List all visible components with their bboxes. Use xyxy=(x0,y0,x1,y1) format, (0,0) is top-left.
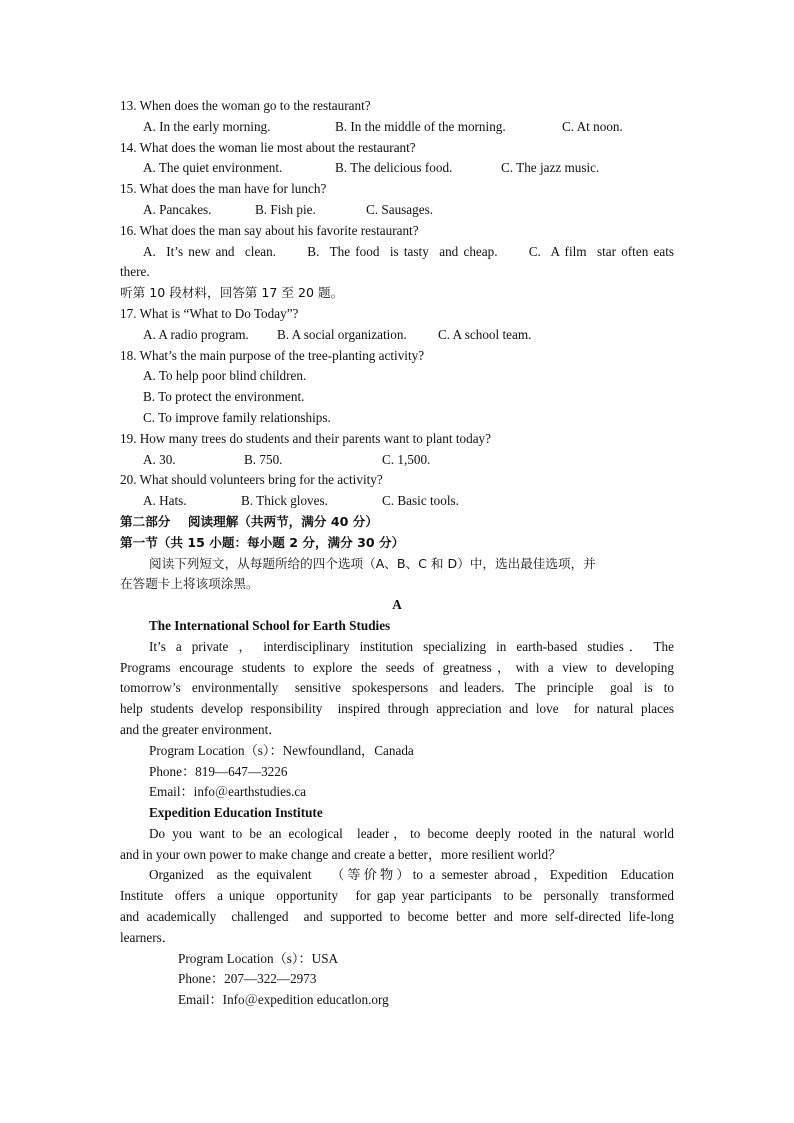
option-c: C. The jazz music. xyxy=(501,160,600,176)
question-16-options-cont: there. xyxy=(120,264,150,280)
question-15-options xyxy=(120,200,674,221)
option-a: A. To help poor blind children. xyxy=(143,368,307,384)
school2-para-line: learners． xyxy=(120,929,175,945)
school2-location: Program Location（s）：USA xyxy=(178,950,339,966)
school1-para-line: help students develop responsibility inspired through appreciation and love for natural places xyxy=(120,701,674,717)
school1-location: Program Location（s）：Newfoundland，Canada xyxy=(149,742,414,758)
question-18: 18. What’s the main purpose of the tree-planting activity? xyxy=(120,347,425,363)
option-c: C. A school team. xyxy=(438,326,532,342)
option-a: A. Pancakes. xyxy=(143,201,212,217)
question-19: 19. How many trees do students and their parents want to plant today? xyxy=(120,430,491,446)
part2-title: 第二部分 阅读理解（共两节，满分 40 分） xyxy=(120,513,378,529)
section-note: 听第 10 段材料，回答第 17 至 20 题。 xyxy=(120,285,344,301)
option-b: B. 750. xyxy=(244,451,283,467)
question-17: 17. What is “What to Do Today”? xyxy=(120,305,299,321)
school2-para-line: Organized as the equivalent （等价物）to a semester abroad，Expedition Education xyxy=(149,867,674,883)
question-13-options xyxy=(120,117,674,138)
school1-para-line: and the greater environment． xyxy=(120,721,282,737)
option-c: C. 1,500. xyxy=(382,451,431,467)
school1-para-line: tomorrow’s environmentally sensitive spokespersons and leaders. The principle goal is to xyxy=(120,680,674,696)
school2-name: Expedition Education Institute xyxy=(149,805,323,821)
school1-name: The International School for Earth Studies xyxy=(149,617,391,633)
school2-para-line: and in your own power to make change and create a better，more resilient world？ xyxy=(120,846,562,862)
option-b: B. In the middle of the morning. xyxy=(335,118,506,134)
school1-email: Email：info＠earthstudies.ca xyxy=(149,784,307,800)
question-20-options xyxy=(120,491,674,512)
question-16: 16. What does the man say about his favorite restaurant? xyxy=(120,222,419,238)
school1-para-line: It’s a private ， interdisciplinary institution specializing in earth-based studies ． The xyxy=(149,638,674,654)
school2-para-line: Do you want to be an ecological leader，to become deeply rooted in the natural world xyxy=(149,825,674,841)
question-14: 14. What does the woman lie most about the restaurant? xyxy=(120,139,416,155)
option-c: C. Sausages. xyxy=(366,201,434,217)
question-13: 13. When does the woman go to the restaurant? xyxy=(120,98,371,113)
school2-email: Email：Info＠expedition educatlon.org xyxy=(178,992,389,1008)
option-b: B. Thick gloves. xyxy=(241,493,328,509)
option-a: A. In the early morning. xyxy=(143,118,271,134)
instructions-line-1: 阅读下列短文，从每题所给的四个选项（A、B、C 和 D）中，选出最佳选项，并 xyxy=(149,555,596,571)
option-b: B. To protect the environment. xyxy=(143,389,305,405)
document-page xyxy=(120,96,674,1011)
option-b: B. Fish pie. xyxy=(255,201,316,217)
question-15: 15. What does the man have for lunch? xyxy=(120,181,327,197)
school1-phone: Phone：819—647—3226 xyxy=(149,763,288,779)
question-19-options xyxy=(120,450,674,471)
option-c: C. To improve family relationships. xyxy=(143,409,331,425)
instructions-line-2: 在答题卡上将该项涂黑。 xyxy=(120,576,259,592)
passage-letter: A xyxy=(392,597,402,613)
question-17-options xyxy=(120,325,674,346)
option-c: C. Basic tools. xyxy=(382,493,459,509)
option-a: A. A radio program. xyxy=(143,326,249,342)
question-14-options xyxy=(120,158,674,179)
option-a: A. Hats. xyxy=(143,493,187,509)
question-20: 20. What should volunteers bring for the activity? xyxy=(120,472,383,488)
section1-title: 第一节（共 15 小题：每小题 2 分，满分 30 分） xyxy=(120,534,405,550)
school2-phone: Phone：207—322—2973 xyxy=(178,971,317,987)
option-a: A. 30. xyxy=(143,451,176,467)
option-c: C. At noon. xyxy=(562,118,623,134)
question-16-options: A. It’s new and clean. B. The food is tasty and cheap. C. A film star often eats xyxy=(143,243,674,259)
school2-para-line: Institute offers a unique opportunity for gap year participants to be personally transformed xyxy=(120,888,674,904)
school2-para-line: and academically challenged and supported to become better and more self-directed life-long xyxy=(120,909,674,925)
option-a: A. The quiet environment. xyxy=(143,160,283,176)
option-b: B. The delicious food. xyxy=(335,160,453,176)
option-b: B. A social organization. xyxy=(277,326,407,342)
school1-para-line: Programs encourage students to explore the seeds of greatness，with a view to developing xyxy=(120,659,674,675)
